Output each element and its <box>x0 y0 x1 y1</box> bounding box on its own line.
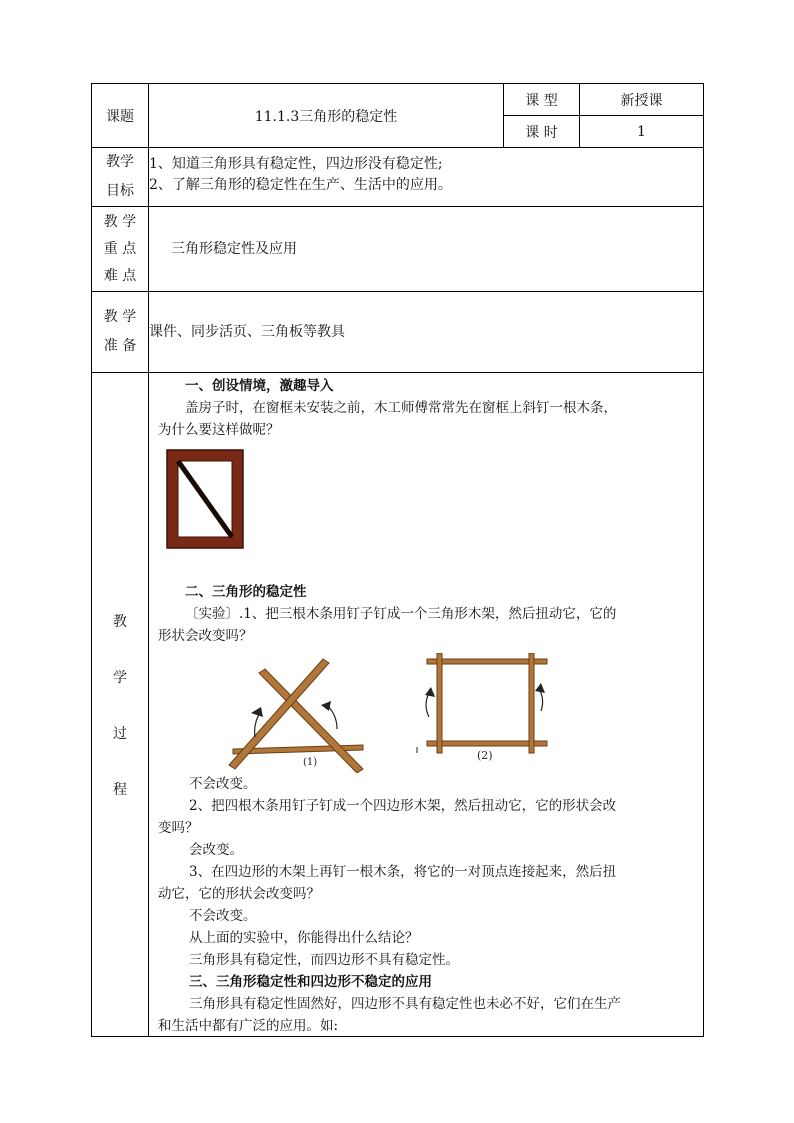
goals-label: 教学 目标 <box>92 148 149 207</box>
figure-2-caption: (2) <box>477 749 493 762</box>
question-3-line-2: 动它，它的形状会改变吗？ <box>158 886 320 902</box>
quadrilateral-frame-figure <box>415 653 551 763</box>
lesson-type-label: 课 型 <box>504 84 580 116</box>
goals-content <box>149 148 704 207</box>
lesson-type-value: 新授课 <box>580 84 704 116</box>
process-content <box>149 373 704 1037</box>
intro-line-2: 为什么要这样做呢？ <box>158 422 280 438</box>
experiment-line-1: 〔实验〕.1、把三根木条用钉子钉成一个三角形木架，然后扭动它，它的 <box>185 606 617 622</box>
section-3-title: 三、三角形稳定性和四边形不稳定的应用 <box>189 974 432 990</box>
answer-1: 不会改变。 <box>189 776 257 792</box>
lesson-title: 11.1.3三角形的稳定性 <box>149 84 504 148</box>
experiment-line-2: 形状会改变吗？ <box>158 628 253 644</box>
triangle-frame-figure <box>215 653 371 773</box>
answer-2: 会改变。 <box>189 842 243 858</box>
goal-line-1: 1、知道三角形具有稳定性，四边形没有稳定性; <box>149 156 443 172</box>
lesson-plan-table <box>91 83 704 1037</box>
key-points-label: 教 学 重 点 难 点 <box>92 207 149 292</box>
figure-1-caption: (1) <box>303 757 318 768</box>
question-3-line-1: 3、在四边形的木架上再钉一根木条，将它的一对顶点连接起来，然后扭 <box>189 864 617 880</box>
section-1-title: 一、创设情境，激趣导入 <box>185 378 334 394</box>
lesson-hours-label: 课 时 <box>504 116 580 148</box>
key-points-value: 三角形稳定性及应用 <box>149 207 704 292</box>
prep-label: 教 学 准 备 <box>92 292 149 373</box>
window-frame-figure <box>164 447 246 551</box>
section-2-title: 二、三角形的稳定性 <box>185 584 307 600</box>
lesson-hours-value: 1 <box>580 116 704 148</box>
topic-label: 课题 <box>92 84 149 148</box>
intro-line-1: 盖房子时，在窗框未安装之前，木工师傅常常先在窗框上斜钉一根木条， <box>185 400 617 416</box>
process-label: 教 学 过 程 <box>92 373 149 1037</box>
question-2-line-2: 变吗？ <box>158 820 199 836</box>
question-4: 从上面的实验中，你能得出什么结论？ <box>189 930 419 946</box>
application-line-2: 和生活中都有广泛的应用。如: <box>158 1018 339 1034</box>
application-line-1: 三角形具有稳定性固然好，四边形不具有稳定性也未必不好，它们在生产 <box>189 996 621 1012</box>
goal-line-2: 2、了解三角形的稳定性在生产、生活中的应用。 <box>149 177 452 193</box>
prep-value: 课件、同步活页、三角板等教具 <box>149 292 704 373</box>
conclusion: 三角形具有稳定性，而四边形不具有稳定性。 <box>189 952 459 968</box>
question-2-line-1: 2、把四根木条用钉子钉成一个四边形木架，然后扭动它，它的形状会改 <box>189 798 617 814</box>
answer-3: 不会改变。 <box>189 908 257 924</box>
